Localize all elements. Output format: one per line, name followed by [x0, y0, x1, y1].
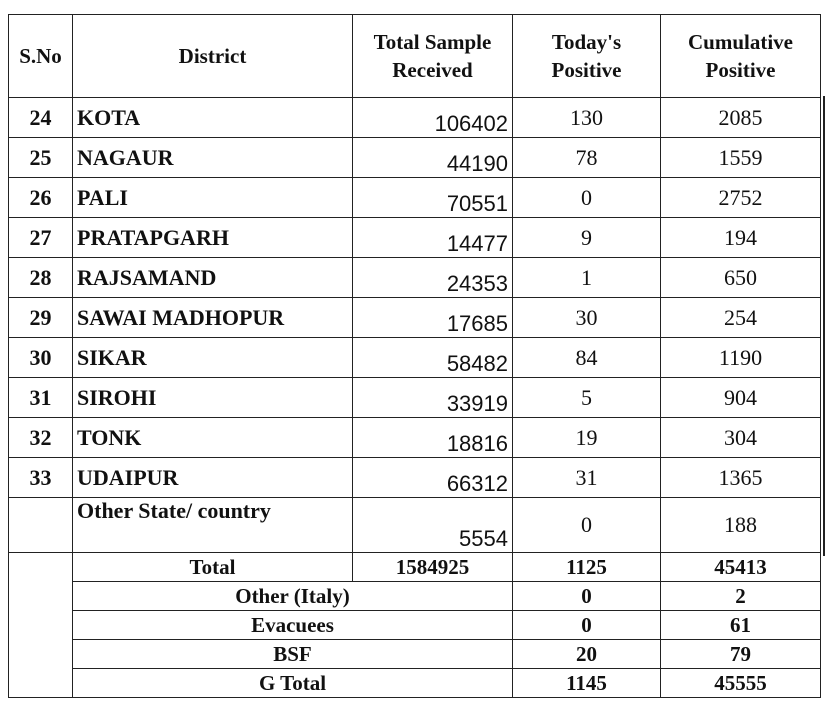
- blank-cell: [9, 553, 73, 582]
- bsf-today: 20: [513, 640, 661, 669]
- row-sno: 24: [9, 98, 73, 138]
- row-cumulative: 1559: [661, 138, 821, 178]
- g-total-cumulative: 45555: [661, 669, 821, 698]
- other-italy-cumulative: 2: [661, 582, 821, 611]
- row-samples: 5554: [353, 498, 513, 553]
- evacuees-today: 0: [513, 611, 661, 640]
- row-samples: 17685: [353, 298, 513, 338]
- row-district: SIROHI: [73, 378, 353, 418]
- header-sno: S.No: [9, 15, 73, 98]
- row-cumulative: 904: [661, 378, 821, 418]
- row-district: SIKAR: [73, 338, 353, 378]
- row-sno: 32: [9, 418, 73, 458]
- total-today: 1125: [513, 553, 661, 582]
- blank-cell: [9, 669, 73, 698]
- table-row: [9, 178, 821, 218]
- row-today: 5: [513, 378, 661, 418]
- evacuees-cumulative: 61: [661, 611, 821, 640]
- row-today: 1: [513, 258, 661, 298]
- row-district: PALI: [73, 178, 353, 218]
- row-samples: 44190: [353, 138, 513, 178]
- row-cumulative: 650: [661, 258, 821, 298]
- row-samples: 14477: [353, 218, 513, 258]
- other-italy-label: Other (Italy): [73, 582, 513, 611]
- other-italy-row: [9, 582, 821, 611]
- bsf-label: BSF: [73, 640, 513, 669]
- row-today: 19: [513, 418, 661, 458]
- header-row: [9, 15, 821, 98]
- row-sno: 27: [9, 218, 73, 258]
- row-today: 0: [513, 498, 661, 553]
- blank-cell: [9, 582, 73, 611]
- row-cumulative: 2752: [661, 178, 821, 218]
- row-cumulative: 2085: [661, 98, 821, 138]
- row-district: KOTA: [73, 98, 353, 138]
- row-samples: 33919: [353, 378, 513, 418]
- row-cumulative: 254: [661, 298, 821, 338]
- total-label: Total: [73, 553, 353, 582]
- other-state-row: [9, 498, 821, 553]
- total-cumulative: 45413: [661, 553, 821, 582]
- blank-cell: [9, 611, 73, 640]
- blank-cell: [9, 640, 73, 669]
- row-district: TONK: [73, 418, 353, 458]
- table-edge-divider: [823, 96, 825, 556]
- table-row: [9, 138, 821, 178]
- table-row: [9, 418, 821, 458]
- header-todays-positive: Today's Positive: [513, 15, 661, 98]
- row-today: 130: [513, 98, 661, 138]
- other-italy-today: 0: [513, 582, 661, 611]
- bsf-row: [9, 640, 821, 669]
- table-row: [9, 218, 821, 258]
- row-district: SAWAI MADHOPUR: [73, 298, 353, 338]
- row-district: RAJSAMAND: [73, 258, 353, 298]
- g-total-label: G Total: [73, 669, 513, 698]
- row-samples: 70551: [353, 178, 513, 218]
- row-cumulative: 188: [661, 498, 821, 553]
- row-district: PRATAPGARH: [73, 218, 353, 258]
- table-row: [9, 458, 821, 498]
- row-today: 0: [513, 178, 661, 218]
- total-row: [9, 553, 821, 582]
- row-sno: 28: [9, 258, 73, 298]
- row-today: 9: [513, 218, 661, 258]
- row-district: NAGAUR: [73, 138, 353, 178]
- evacuees-label: Evacuees: [73, 611, 513, 640]
- row-cumulative: 194: [661, 218, 821, 258]
- table-row: [9, 258, 821, 298]
- row-today: 84: [513, 338, 661, 378]
- table-row: [9, 378, 821, 418]
- row-samples: 24353: [353, 258, 513, 298]
- header-total-sample: Total Sample Received: [353, 15, 513, 98]
- row-cumulative: 1190: [661, 338, 821, 378]
- row-sno-empty: [9, 498, 73, 553]
- row-sno: 31: [9, 378, 73, 418]
- row-samples: 106402: [353, 98, 513, 138]
- header-cumulative-positive: Cumulative Positive: [661, 15, 821, 98]
- row-district: Other State/ country: [73, 498, 353, 553]
- district-covid-table: [8, 14, 821, 698]
- row-cumulative: 1365: [661, 458, 821, 498]
- total-samples: 1584925: [353, 553, 513, 582]
- row-sno: 30: [9, 338, 73, 378]
- row-sno: 29: [9, 298, 73, 338]
- row-today: 78: [513, 138, 661, 178]
- row-samples: 18816: [353, 418, 513, 458]
- row-sno: 25: [9, 138, 73, 178]
- row-district: UDAIPUR: [73, 458, 353, 498]
- row-sno: 33: [9, 458, 73, 498]
- row-samples: 58482: [353, 338, 513, 378]
- table-row: [9, 338, 821, 378]
- row-sno: 26: [9, 178, 73, 218]
- row-samples: 66312: [353, 458, 513, 498]
- row-today: 30: [513, 298, 661, 338]
- bsf-cumulative: 79: [661, 640, 821, 669]
- evacuees-row: [9, 611, 821, 640]
- table-row: [9, 98, 821, 138]
- g-total-row: [9, 669, 821, 698]
- table-row: [9, 298, 821, 338]
- g-total-today: 1145: [513, 669, 661, 698]
- row-cumulative: 304: [661, 418, 821, 458]
- row-today: 31: [513, 458, 661, 498]
- header-district: District: [73, 15, 353, 98]
